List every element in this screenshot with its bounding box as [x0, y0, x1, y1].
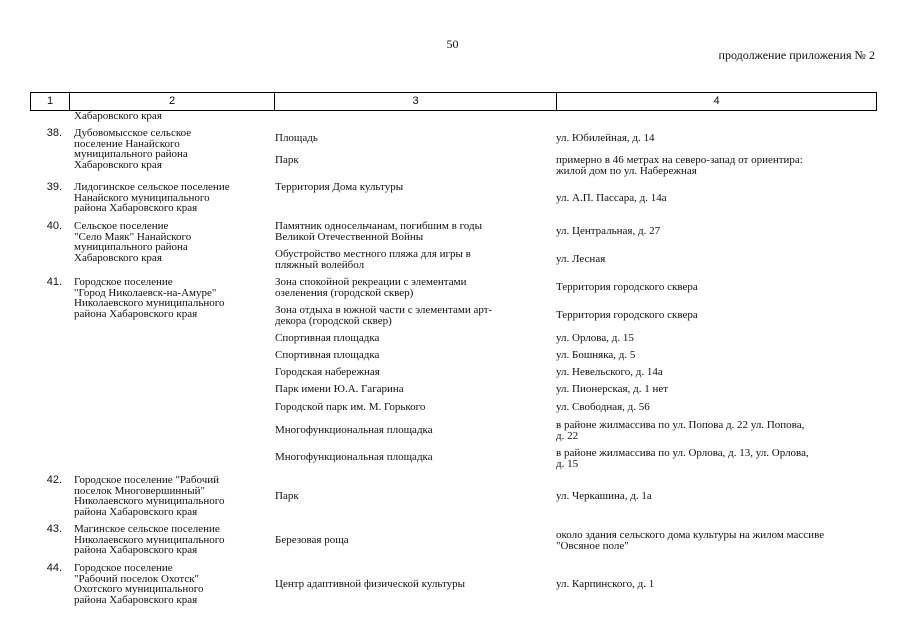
object-name: Зона спокойной рекреации с элементами озеленения (городской сквер) [275, 276, 467, 299]
row-number: 39. [46, 181, 62, 193]
object-name: Березовая роща [275, 534, 349, 546]
object-address: ул. Центральная, д. 27 [556, 225, 661, 237]
row-number: 40. [46, 220, 62, 232]
object-address: ул. Юбилейная, д. 14 [556, 132, 655, 144]
object-address: ул. Карпинского, д. 1 [556, 578, 655, 590]
continuation-note: продолжение приложения № 2 [718, 48, 875, 62]
object-name: Многофункциональная площадка [275, 451, 433, 463]
object-name: Площадь [275, 132, 318, 144]
column-header-3: 3 [274, 92, 557, 111]
object-name: Городская набережная [275, 366, 380, 378]
object-name: Обустройство местного пляжа для игры в пляжный волейбол [275, 248, 471, 271]
object-name: Городской парк им. М. Горького [275, 401, 426, 413]
district-name: Лидогинское сельское поселение Нанайского муниципального района Хабаровского края [74, 181, 230, 214]
object-address: ул. Невельского, д. 14а [556, 366, 663, 378]
object-name: Территория Дома культуры [275, 181, 404, 193]
object-name: Парк [275, 490, 299, 502]
district-name: Городское поселение "Рабочий поселок Многовершинный" Николаевского муниципального района Хабаровского края [74, 474, 225, 518]
object-name: Центр адаптивной физической культуры [275, 578, 466, 590]
object-name: Парк имени Ю.А. Гагарина [275, 383, 404, 395]
column-header-4: 4 [556, 92, 877, 111]
object-address: около здания сельского дома культуры на жилом массиве "Овсяное поле" [556, 529, 825, 552]
district-name: Городское поселение "Рабочий поселок Охотск" Охотского муниципального района Хабаровского края [74, 562, 204, 606]
object-address: в районе жилмассива по ул. Орлова, д. 13, ул. Орлова, д. 15 [556, 447, 809, 470]
row-number: 43. [46, 523, 62, 535]
object-address: ул. Бошняка, д. 5 [556, 349, 636, 361]
object-address: ул. Лесная [556, 253, 606, 265]
object-name: Многофункциональная площадка [275, 424, 433, 436]
object-name: Спортивная площадка [275, 349, 380, 361]
district-name: Сельское поселение "Село Маяк" Нанайского муниципального района Хабаровского края [74, 220, 192, 264]
carryover-text: Хабаровского края [74, 110, 162, 122]
object-address: в районе жилмассива по ул. Попова д. 22 ул. Попова, д. 22 [556, 419, 805, 442]
page-number: 50 [446, 37, 459, 51]
object-address: ул. Черкашина, д. 1а [556, 490, 652, 502]
object-address: примерно в 46 метрах на северо-запад от ориентира: жилой дом по ул. Набережная [556, 154, 803, 177]
object-address: Территория городского сквера [556, 309, 698, 321]
object-address: ул. Пионерская, д. 1 нет [556, 383, 669, 395]
row-number: 44. [46, 562, 62, 574]
object-address: ул. А.П. Пассара, д. 14а [556, 192, 667, 204]
district-name: Магинское сельское поселение Николаевского муниципального района Хабаровского края [74, 523, 225, 556]
object-name: Парк [275, 154, 299, 166]
row-number: 41. [46, 276, 62, 288]
column-header-1: 1 [30, 92, 70, 111]
object-name: Спортивная площадка [275, 332, 380, 344]
object-name: Зона отдыха в южной части с элементами арт- декора (городской сквер) [275, 304, 493, 327]
object-address: ул. Свободная, д. 56 [556, 401, 650, 413]
object-address: ул. Орлова, д. 15 [556, 332, 634, 344]
district-name: Дубовомысское сельское поселение Нанайского муниципального района Хабаровского края [74, 127, 192, 171]
column-header-2: 2 [69, 92, 275, 111]
object-name: Памятник односельчанам, погибшим в годы Великой Отечественной Войны [275, 220, 482, 243]
row-number: 42. [46, 474, 62, 486]
object-address: Территория городского сквера [556, 281, 698, 293]
district-name: Городское поселение "Город Николаевск-на-Амуре" Николаевского муниципального района Хабаровского края [74, 276, 225, 320]
row-number: 38. [46, 127, 62, 139]
